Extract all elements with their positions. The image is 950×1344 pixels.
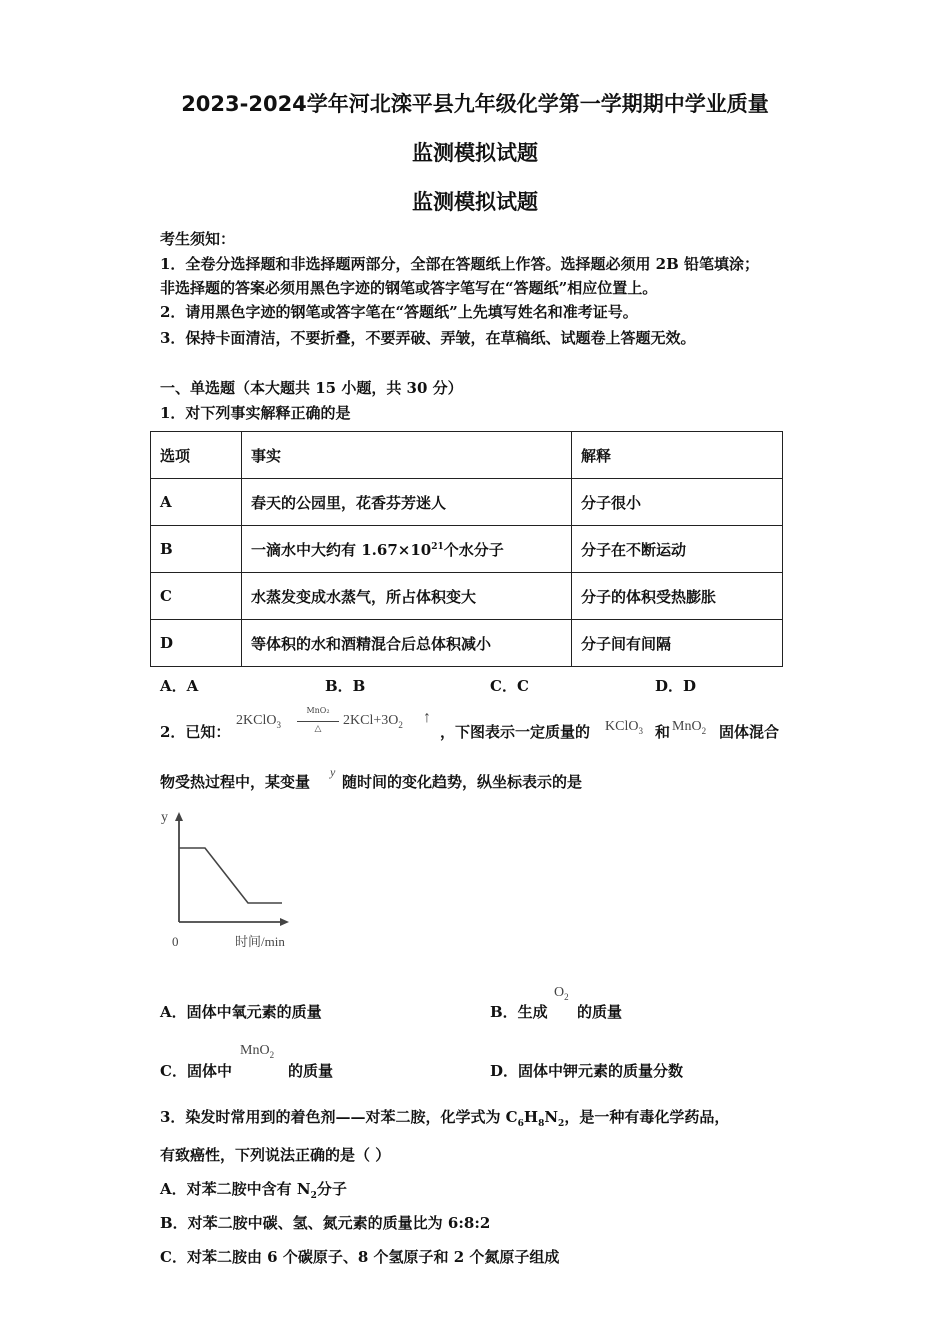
- table-row: [151, 479, 783, 526]
- question-1-table: [150, 431, 783, 667]
- question-1-choice-a: A．A: [160, 677, 199, 695]
- table-header-explain: 解释: [572, 432, 783, 479]
- mno2-formula: MnO$_2$: [672, 719, 707, 736]
- table-cell-fact: 春天的公园里，花香芬芳迷人: [242, 479, 572, 526]
- fact-text-end: 个水分子: [443, 540, 504, 559]
- table-cell-explain: 分子在不断运动: [572, 526, 783, 573]
- notice-item-1b: 非选择题的答案必须用黑色字迹的钢笔或答字笔写在“答题纸”相应位置上。: [160, 279, 658, 297]
- table-header-fact: 事实: [242, 432, 572, 479]
- question-2-stem-end: 固体混合: [719, 723, 780, 741]
- question-1-choice-b: B．B: [325, 677, 366, 695]
- gas-arrow: ↑: [423, 709, 431, 726]
- question-1-choice-d: D．D: [655, 677, 697, 695]
- question-3-stem-line2: 有致癌性，下列说法正确的是（ ）: [160, 1146, 391, 1164]
- graph-curve: [179, 848, 282, 903]
- graph-y-label: y: [161, 810, 168, 825]
- question-3-option-c: C．对苯二胺由 6 个碳原子、8 个氢原子和 2 个氮原子组成: [160, 1248, 560, 1266]
- graph-y-arrow: [175, 812, 183, 821]
- reaction-left: 2KClO$_3$: [236, 713, 281, 730]
- fact-text: 一滴水中大约有 1.67×10: [251, 540, 432, 559]
- question-2-line2-start: 物受热过程中，某变量: [160, 773, 311, 791]
- graph-x-arrow: [280, 918, 289, 926]
- exponent: 21: [431, 541, 444, 552]
- question-2-line2-end: 随时间的变化趋势，纵坐标表示的是: [342, 773, 583, 791]
- question-1-choice-c: C．C: [490, 677, 529, 695]
- table-header-row: [151, 432, 783, 479]
- reaction-arrow-line: [297, 721, 339, 722]
- table-cell-option: B: [151, 526, 242, 573]
- and-text: 和: [655, 723, 671, 741]
- table-header-option: 选项: [151, 432, 242, 479]
- choice-c-mno2-formula: MnO$_2$: [240, 1043, 275, 1060]
- kclo3-formula: KClO$_3$: [605, 719, 643, 736]
- question-2-choice-b-end: 的质量: [577, 1003, 623, 1021]
- table-cell-fact: [242, 526, 572, 573]
- question-3-option-b: B．对苯二胺中碳、氢、氮元素的质量比为 6:8:2: [160, 1214, 491, 1232]
- question-2-stem-start: 2．已知：: [160, 723, 231, 741]
- table-cell-explain: 分子很小: [572, 479, 783, 526]
- page-title-line3: 监测模拟试题: [412, 190, 538, 214]
- reaction-heat-symbol: △: [314, 724, 322, 734]
- table-row: [151, 573, 783, 620]
- question-3-option-a: A．对苯二胺中含有 $N_2$分子: [160, 1180, 347, 1201]
- question-2-choice-a: A．固体中氧元素的质量: [160, 1003, 322, 1021]
- reaction-right: $2KCl+3O_2$: [343, 713, 403, 730]
- question-2-choice-c: C．固体中: [160, 1062, 232, 1080]
- notice-item-2: 2．请用黑色字迹的钢笔或答字笔在“答题纸”上先填写姓名和准考证号。: [160, 303, 638, 321]
- graph-x-label: 时间/min: [235, 934, 285, 949]
- table-cell-fact: 水蒸发变成水蒸气，所占体积变大: [242, 573, 572, 620]
- table-cell-option: A: [151, 479, 242, 526]
- question-2-graph: [155, 800, 315, 955]
- page-title-line2: 监测模拟试题: [412, 141, 538, 165]
- table-cell-option: C: [151, 573, 242, 620]
- o2-formula: $O_2$: [554, 985, 569, 1002]
- question-3-stem-line1: 3．染发时常用到的着色剂——对苯二胺，化学式为 $C_6H_8N_2$，是一种有毒化学药品，: [160, 1108, 730, 1129]
- question-1-stem: 1．对下列事实解释正确的是: [160, 404, 351, 422]
- table-row: [151, 620, 783, 667]
- section-heading: 一、单选题（本大题共 15 小题，共 30 分）: [160, 379, 463, 397]
- question-2-choice-c-end: 的质量: [288, 1062, 334, 1080]
- notice-item-3: 3．保持卡面清洁，不要折叠，不要弄破、弄皱，在草稿纸、试题卷上答题无效。: [160, 329, 696, 347]
- graph-origin-label: 0: [172, 934, 179, 949]
- table-cell-fact: 等体积的水和酒精混合后总体积减小: [242, 620, 572, 667]
- table-cell-option: D: [151, 620, 242, 667]
- question-2-choice-b: B．生成: [490, 1003, 548, 1021]
- table-row: [151, 526, 783, 573]
- reaction-catalyst: MnO₂: [306, 706, 330, 715]
- question-2-choice-d: D．固体中钾元素的质量分数: [490, 1062, 684, 1080]
- notice-item-1a: 1．全卷分选择题和非选择题两部分，全部在答题纸上作答。选择题必须用 2B 铅笔填涂；: [160, 255, 760, 273]
- question-2-stem-mid: ，下图表示一定质量的: [440, 723, 591, 741]
- page-title-line1: 2023-2024学年河北滦平县九年级化学第一学期期中学业质量: [181, 92, 769, 116]
- variable-y: y: [330, 765, 336, 779]
- table-cell-explain: 分子间有间隔: [572, 620, 783, 667]
- notice-heading: 考生须知：: [160, 230, 236, 248]
- table-cell-explain: 分子的体积受热膨胀: [572, 573, 783, 620]
